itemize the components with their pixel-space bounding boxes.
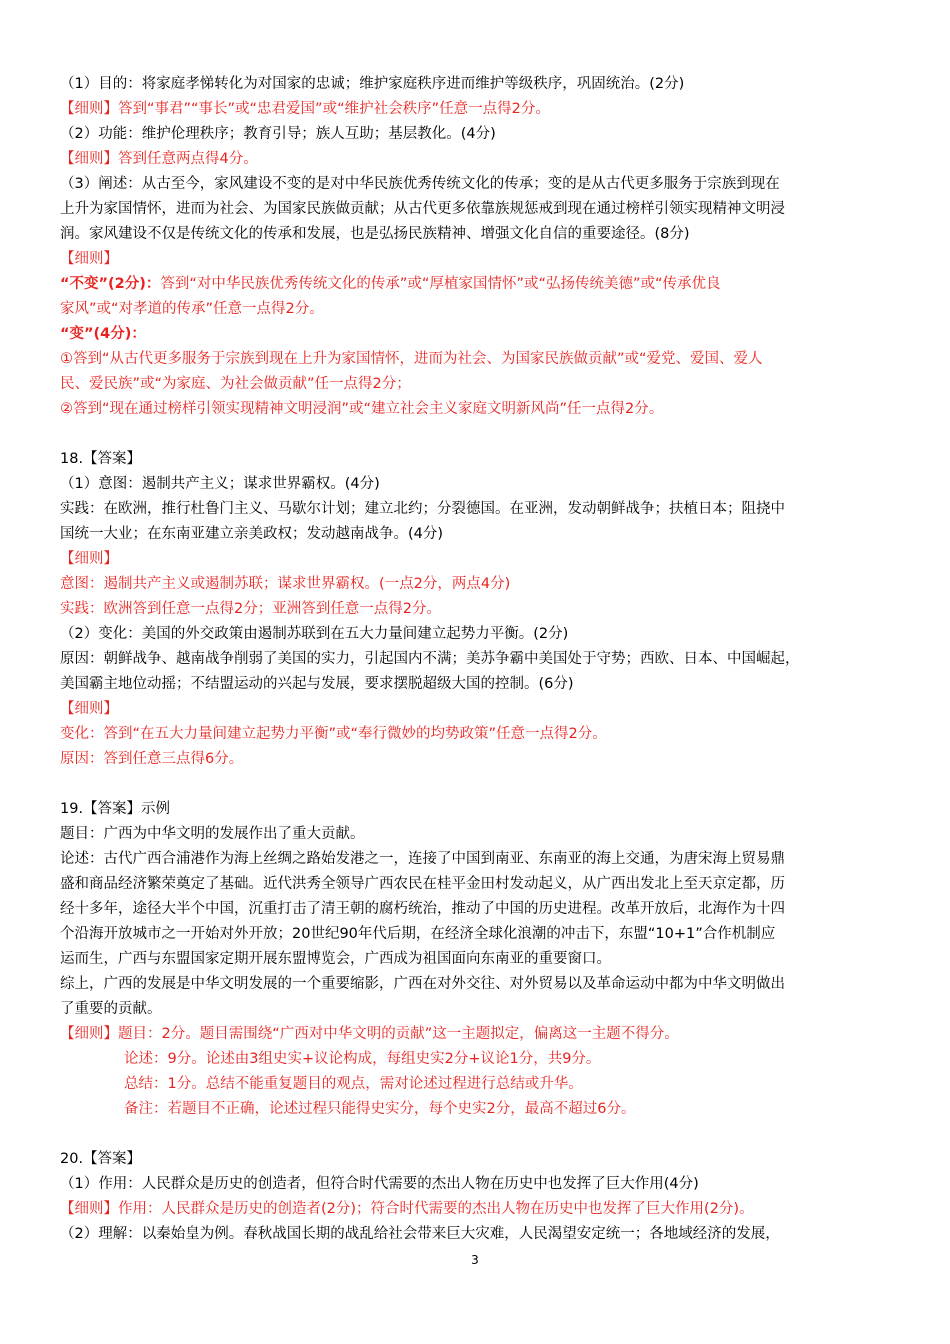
q18-2-rubric-header: 【细则】 bbox=[60, 701, 118, 717]
q18-2-change: （2）变化：美国的外交政策由遏制苏联到在五大力量间建立起势力平衡。(2分) bbox=[60, 626, 569, 642]
q18-1-rubric-header: 【细则】 bbox=[60, 551, 118, 567]
q17-3-rubric-changed-1-line2: 民、爱民族”或“为家庭、为社会做贡献”任一点得2分； bbox=[60, 376, 411, 392]
q19-argument-line4: 个沿海开放城市之一开始对外开放；20世纪90年代后期，在经济全球化浪潮的冲击下，东盟“10+1”合作机制应 bbox=[60, 926, 776, 942]
q19-summary-line1: 综上，广西的发展是中华文明发展的一个重要缩影，广西在对外交往、对外贸易以及革命运动中都为中华文明做出 bbox=[60, 976, 785, 992]
q19-argument-line3: 经十多年，途径大半个中国，沉重打击了清王朝的腐朽统治，推动了中国的历史进程。改革开放后，北海作为十四 bbox=[60, 901, 785, 917]
q17-3-rubric-unchanged-line1: “不变”(2分)：答到“对中华民族优秀传统文化的传承”或“厚植家国情怀”或“弘扬传统美德”或“传承优良 bbox=[60, 276, 721, 292]
q19-rubric-summary: 总结：1分。总结不能重复题目的观点，需对论述过程进行总结或升华。 bbox=[124, 1076, 583, 1092]
q17-3-rubric-changed-header: “变”(4分)： bbox=[60, 326, 146, 342]
q17-3-answer-line2: 上升为家国情怀，进而为社会、为国家民族做贡献；从古代更多依靠族规惩戒到现在通过榜样引领实现精神文明浸 bbox=[60, 201, 785, 217]
q18-1-practice-line2: 国统一大业；在东南亚建立亲美政权；发动越南战争。(4分) bbox=[60, 526, 444, 542]
q19-rubric-note: 备注：若题目不正确，论述过程只能得史实分，每个史实2分，最高不超过6分。 bbox=[124, 1101, 636, 1117]
q19-title: 题目：广西为中华文明的发展作出了重大贡献。 bbox=[60, 826, 365, 842]
q20-heading: 20.【答案】 bbox=[60, 1151, 142, 1167]
q17-3-rubric-header: 【细则】 bbox=[60, 251, 118, 267]
q17-1-answer: （1）目的：将家庭孝悌转化为对国家的忠诚；维护家庭秩序进而维护等级秩序，巩固统治。(2分) bbox=[60, 76, 685, 92]
q18-2-rubric-change: 变化：答到“在五大力量间建立起势力平衡”或“奉行微妙的均势政策”任意一点得2分。 bbox=[60, 726, 607, 742]
q18-2-rubric-reason: 原因：答到任意三点得6分。 bbox=[60, 751, 244, 767]
q19-argument-line2: 盛和商品经济繁荣奠定了基础。近代洪秀全领导广西农民在桂平金田村发动起义，从广西出发北上至天京定都，历 bbox=[60, 876, 785, 892]
q17-2-answer: （2）功能：维护伦理秩序；教育引导；族人互助；基层教化。(4分) bbox=[60, 126, 496, 142]
page-number: 3 bbox=[471, 1253, 479, 1267]
q20-1-rubric: 【细则】作用：人民群众是历史的创造者(2分)；符合时代需要的杰出人物在历史中也发挥了巨大作用(2分)。 bbox=[60, 1201, 754, 1217]
q17-2-rubric: 【细则】答到任意两点得4分。 bbox=[60, 151, 258, 167]
q19-rubric-title: 【细则】题目：2分。题目需围绕“广西对中华文明的贡献”这一主题拟定，偏离这一主题不得分。 bbox=[60, 1026, 679, 1042]
q19-argument-line1: 论述：古代广西合浦港作为海上丝绸之路始发港之一，连接了中国到南亚、东南亚的海上交通，为唐宋海上贸易鼎 bbox=[60, 851, 785, 867]
q18-2-reason-line2: 美国霸主地位动摇；不结盟运动的兴起与发展，要求摆脱超级大国的控制。(6分) bbox=[60, 676, 574, 692]
q17-3-rubric-unchanged-line2: 家风”或“对孝道的传承”任意一点得2分。 bbox=[60, 301, 324, 317]
q18-1-intent: （1）意图：遏制共产主义；谋求世界霸权。(4分) bbox=[60, 476, 380, 492]
q17-3-rubric-changed-1-line1: ①答到“从古代更多服务于宗族到现在上升为家国情怀，进而为社会、为国家民族做贡献”或“爱党、爱国、爱人 bbox=[60, 351, 763, 367]
q18-heading: 18.【答案】 bbox=[60, 451, 142, 467]
q17-3-answer-line1: （3）阐述：从古至今，家风建设不变的是对中华民族优秀传统文化的传承；变的是从古代更多服务于宗族到现在 bbox=[60, 176, 780, 192]
q17-3-answer-line3: 润。家风建设不仅是传统文化的传承和发展，也是弘扬民族精神、增强文化自信的重要途径。(8分) bbox=[60, 226, 690, 242]
q19-heading: 19.【答案】示例 bbox=[60, 801, 171, 817]
q20-2-answer: （2）理解：以秦始皇为例。春秋战国长期的战乱给社会带来巨大灾难，人民渴望安定统一；各地域经济的发展， bbox=[60, 1226, 780, 1242]
q19-summary-line2: 了重要的贡献。 bbox=[60, 1001, 162, 1017]
q18-2-reason-line1: 原因：朝鲜战争、越南战争削弱了美国的实力，引起国内不满；美苏争霸中美国处于守势；西欧、日本、中国崛起， bbox=[60, 651, 800, 667]
q19-rubric-argument: 论述：9分。论述由3组史实+议论构成，每组史实2分+议论1分，共9分。 bbox=[124, 1051, 601, 1067]
q18-1-rubric-intent: 意图：遏制共产主义或遏制苏联；谋求世界霸权。(一点2分，两点4分) bbox=[60, 576, 511, 592]
q17-1-rubric: 【细则】答到“事君”“事长”或“忠君爱国”或“维护社会秩序”任意一点得2分。 bbox=[60, 101, 550, 117]
q17-3-rubric-changed-2: ②答到“现在通过榜样引领实现精神文明浸润”或“建立社会主义家庭文明新风尚”任一点得2分。 bbox=[60, 401, 664, 417]
q18-1-practice-line1: 实践：在欧洲，推行杜鲁门主义、马歇尔计划；建立北约；分裂德国。在亚洲，发动朝鲜战争；扶植日本；阻挠中 bbox=[60, 501, 785, 517]
q18-1-rubric-practice: 实践：欧洲答到任意一点得2分；亚洲答到任意一点得2分。 bbox=[60, 601, 441, 617]
q19-argument-line5: 运而生，广西与东盟国家定期开展东盟博览会，广西成为祖国面向东南亚的重要窗口。 bbox=[60, 951, 611, 967]
q20-1-answer: （1）作用：人民群众是历史的创造者，但符合时代需要的杰出人物在历史中也发挥了巨大作用(4分) bbox=[60, 1176, 699, 1192]
rubric-point-label: “不变”(2分)： bbox=[60, 276, 161, 292]
